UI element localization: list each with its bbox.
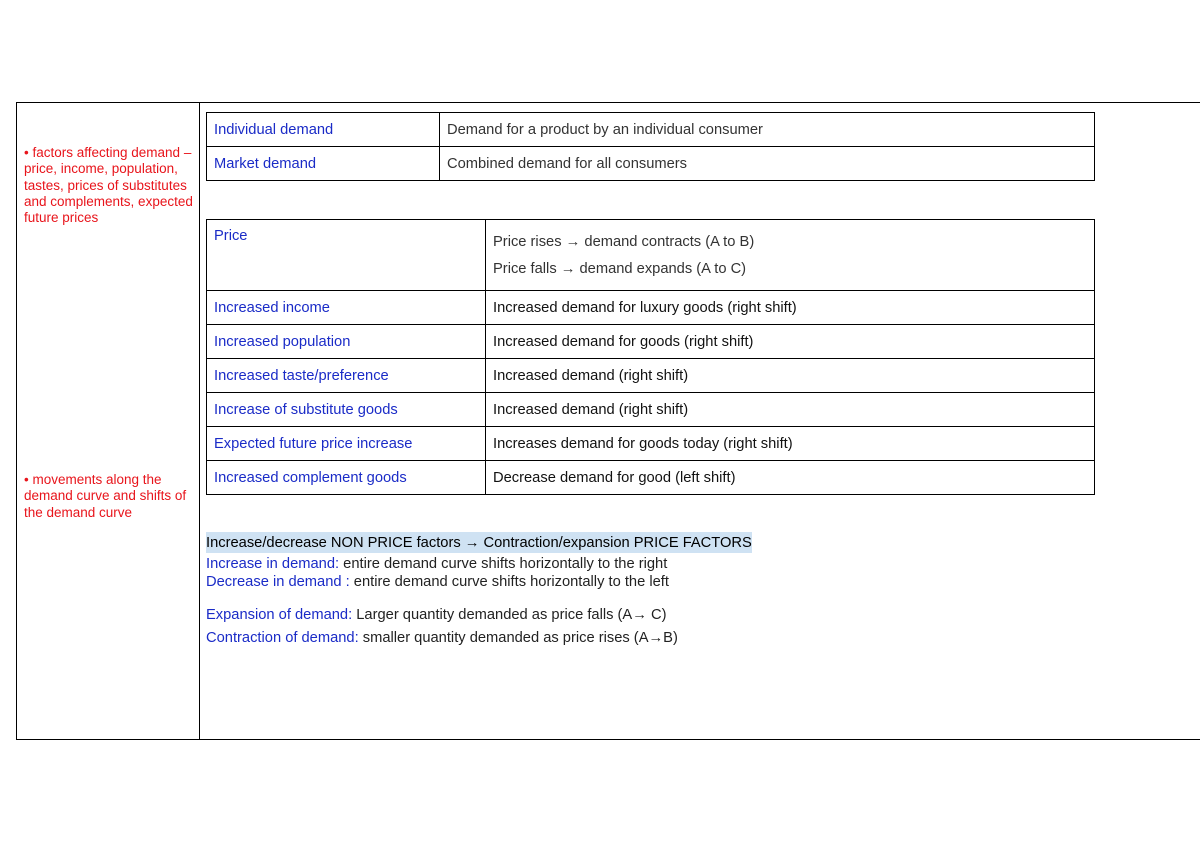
definition-cell: Combined demand for all consumers — [440, 147, 1095, 181]
content-table — [16, 102, 1200, 740]
factor-cell: Increased income — [207, 291, 486, 325]
factor-cell: Expected future price increase — [207, 427, 486, 461]
demand-summary — [206, 532, 752, 647]
term-cell: Individual demand — [207, 113, 440, 147]
table-row — [207, 113, 1095, 147]
table-row — [207, 220, 1095, 291]
column-divider — [199, 103, 200, 739]
increase-in-demand-line — [206, 555, 752, 573]
contraction-text: smaller quantity demanded as price rises (A→B) — [358, 630, 678, 646]
table-row — [207, 393, 1095, 427]
effect-cell — [486, 220, 1095, 291]
effect-cell: Decrease demand for good (left shift) — [486, 461, 1095, 495]
factor-cell: Increased population — [207, 325, 486, 359]
table-row — [207, 325, 1095, 359]
decrease-text: entire demand curve shifts horizontally to the left — [349, 574, 669, 590]
summary-heading: Increase/decrease NON PRICE factors → Contraction/expansion PRICE FACTORS — [206, 532, 752, 553]
contraction-label: Contraction of demand: — [206, 630, 359, 646]
effect-line: Price rises → demand contracts (A to B) — [493, 233, 755, 250]
table-row — [207, 147, 1095, 181]
demand-definitions-table — [206, 112, 1095, 181]
effect-line: Price falls → demand expands (A to C) — [493, 260, 747, 277]
expansion-text: Larger quantity demanded as price falls (A→ C) — [352, 607, 667, 623]
decrease-in-demand-line — [206, 573, 752, 591]
table-row — [207, 359, 1095, 393]
definition-cell: Demand for a product by an individual consumer — [440, 113, 1095, 147]
note-factors-affecting-demand: • factors affecting demand – price, income, population, tastes, prices of substitutes and complements, expected future prices — [24, 145, 193, 226]
table-row — [207, 461, 1095, 495]
increase-label: Increase in demand: — [206, 556, 340, 572]
effect-cell: Increased demand for luxury goods (right shift) — [486, 291, 1095, 325]
effect-cell: Increased demand (right shift) — [486, 359, 1095, 393]
note-movements-and-shifts: • movements along the demand curve and shifts of the demand curve — [24, 472, 187, 520]
effect-cell: Increased demand (right shift) — [486, 393, 1095, 427]
contraction-of-demand-line — [206, 629, 752, 647]
effect-cell: Increases demand for goods today (right shift) — [486, 427, 1095, 461]
term-cell: Market demand — [207, 147, 440, 181]
table-row — [207, 291, 1095, 325]
expansion-label: Expansion of demand: — [206, 607, 353, 623]
demand-factors-table — [206, 219, 1095, 495]
factor-cell: Increased complement goods — [207, 461, 486, 495]
factor-cell: Increase of substitute goods — [207, 393, 486, 427]
factor-cell: Price — [207, 220, 486, 291]
effect-cell: Increased demand for goods (right shift) — [486, 325, 1095, 359]
increase-text: entire demand curve shifts horizontally to the right — [339, 556, 668, 572]
table-row — [207, 427, 1095, 461]
decrease-label: Decrease in demand : — [206, 574, 350, 590]
factor-cell: Increased taste/preference — [207, 359, 486, 393]
expansion-of-demand-line — [206, 606, 752, 624]
